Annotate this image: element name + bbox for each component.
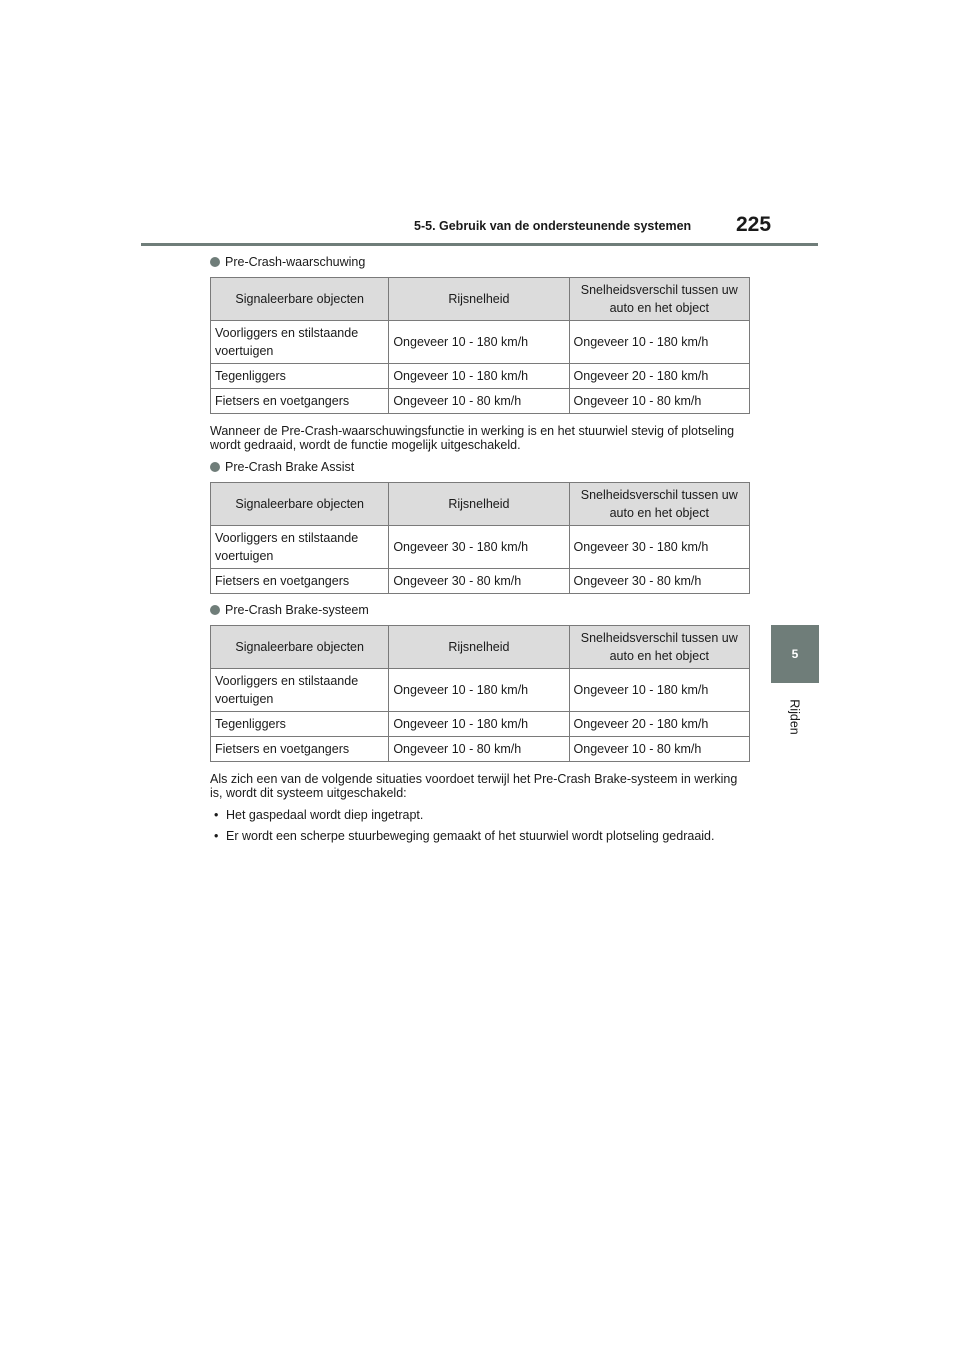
running-header: 5-5. Gebruik van de ondersteunende systemen	[414, 219, 692, 233]
column-header: Rijsnelheid	[389, 626, 569, 669]
spec-table-brake-assist	[210, 482, 750, 594]
table-header-row	[211, 626, 750, 669]
spec-table-brake-system	[210, 625, 750, 762]
table-cell: Ongeveer 10 - 180 km/h	[389, 712, 569, 737]
column-header: Signaleerbare objecten	[211, 483, 389, 526]
table-row	[211, 389, 750, 414]
list-bullet-icon: •	[214, 808, 219, 822]
list-bullet-icon: •	[214, 829, 219, 843]
table-cell: Ongeveer 10 - 80 km/h	[569, 389, 749, 414]
table-cell: Ongeveer 10 - 80 km/h	[569, 737, 749, 762]
section-heading-text: Pre-Crash Brake-systeem	[225, 603, 369, 617]
table-cell: Fietsers en voetgangers	[211, 569, 389, 594]
table-cell: Ongeveer 30 - 80 km/h	[569, 569, 749, 594]
table-cell: Ongeveer 30 - 80 km/h	[389, 569, 569, 594]
column-header: Snelheidsverschil tussen uw auto en het object	[569, 626, 749, 669]
table-cell: Ongeveer 20 - 180 km/h	[569, 364, 749, 389]
table-row	[211, 669, 750, 712]
table-cell: Ongeveer 10 - 180 km/h	[389, 321, 569, 364]
table-cell: Ongeveer 30 - 180 km/h	[389, 526, 569, 569]
table-cell: Ongeveer 10 - 180 km/h	[389, 364, 569, 389]
table-cell: Ongeveer 10 - 180 km/h	[389, 669, 569, 712]
section-heading-pre-crash-warning	[210, 254, 750, 270]
table-cell: Ongeveer 10 - 80 km/h	[389, 737, 569, 762]
bullet-circle-icon	[210, 605, 220, 615]
column-header: Signaleerbare objecten	[211, 626, 389, 669]
list-item-text: Het gaspedaal wordt diep ingetrapt.	[226, 808, 424, 822]
table-header-row	[211, 278, 750, 321]
chapter-number: 5	[791, 647, 799, 661]
table-cell: Ongeveer 10 - 180 km/h	[569, 321, 749, 364]
spec-table-pre-crash-warning	[210, 277, 750, 414]
list-item-text: Er wordt een scherpe stuurbeweging gemaakt of het stuurwiel wordt plotseling gedraaid.	[226, 829, 715, 843]
table-row	[211, 526, 750, 569]
table-cell: Ongeveer 20 - 180 km/h	[569, 712, 749, 737]
table-row	[211, 321, 750, 364]
warning-note: Wanneer de Pre-Crash-waarschuwingsfunctie in werking is en het stuurwiel stevig of plotseling wordt gedraaid, wordt de functie mogelijk uitgeschakeld.	[210, 424, 735, 452]
table-row	[211, 569, 750, 594]
column-header: Snelheidsverschil tussen uw auto en het object	[569, 278, 749, 321]
page-content	[210, 254, 750, 844]
table-cell: Voorliggers en stilstaande voertuigen	[211, 526, 389, 569]
table-cell: Fietsers en voetgangers	[211, 737, 389, 762]
table-cell: Voorliggers en stilstaande voertuigen	[211, 321, 389, 364]
table-cell: Fietsers en voetgangers	[211, 389, 389, 414]
deactivation-note: Als zich een van de volgende situaties voordoet terwijl het Pre-Crash Brake-systeem in werking is, wordt dit systeem uitgeschakeld:	[210, 772, 738, 800]
bullet-circle-icon	[210, 462, 220, 472]
header-divider	[141, 243, 818, 246]
bullet-circle-icon	[210, 257, 220, 267]
list-item	[210, 807, 750, 823]
table-row	[211, 737, 750, 762]
table-cell: Ongeveer 10 - 180 km/h	[569, 669, 749, 712]
table-cell: Ongeveer 10 - 80 km/h	[389, 389, 569, 414]
table-cell: Tegenliggers	[211, 364, 389, 389]
list-item	[210, 828, 750, 844]
table-header-row	[211, 483, 750, 526]
column-header: Snelheidsverschil tussen uw auto en het object	[569, 483, 749, 526]
column-header: Signaleerbare objecten	[211, 278, 389, 321]
table-row	[211, 364, 750, 389]
section-heading-brake-assist	[210, 459, 750, 475]
table-cell: Tegenliggers	[211, 712, 389, 737]
chapter-title-vertical	[772, 694, 818, 740]
section-heading-brake-system	[210, 602, 750, 618]
table-cell: Ongeveer 30 - 180 km/h	[569, 526, 749, 569]
chapter-tab	[771, 625, 819, 683]
section-heading-text: Pre-Crash-waarschuwing	[225, 255, 366, 269]
chapter-title: Rijden	[788, 699, 802, 735]
section-heading-text: Pre-Crash Brake Assist	[225, 460, 355, 474]
page-number: 225	[736, 213, 772, 236]
table-row	[211, 712, 750, 737]
column-header: Rijsnelheid	[389, 483, 569, 526]
column-header: Rijsnelheid	[389, 278, 569, 321]
table-cell: Voorliggers en stilstaande voertuigen	[211, 669, 389, 712]
